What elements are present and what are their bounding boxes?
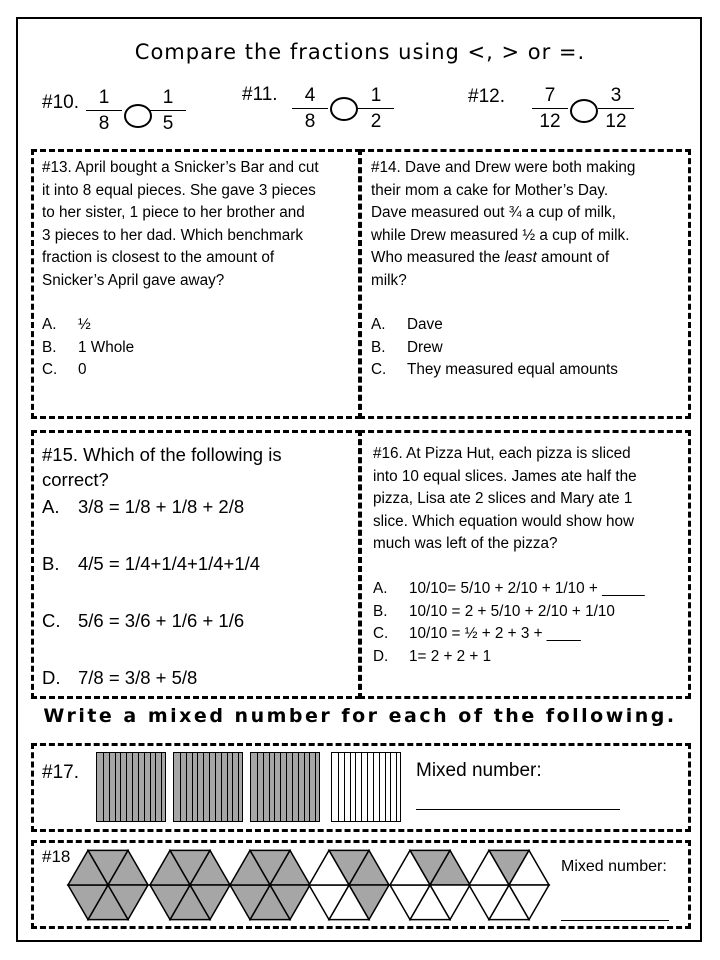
text-line: #16. At Pizza Hut, each pizza is sliced [373,445,631,462]
question-14-options [371,314,618,382]
hexagon [469,850,549,919]
mixed-number-label: Mixed number: [416,760,542,781]
denominator: 2 [370,111,382,132]
hexagon [150,850,230,919]
question-number: #17. [42,762,79,783]
question-number: #12. [468,86,505,107]
text-line: much was left of the pizza? [373,535,558,552]
option-b[interactable]: B. 4/5 = 1/4+1/4+1/4+1/4 [42,553,261,574]
emphasis: least [504,249,537,266]
question-15-text [42,442,282,492]
right-fraction [148,86,188,135]
answer-line[interactable] [561,920,669,921]
answer-circle[interactable] [570,99,598,123]
text-line: their mom a cake for Mother’s Day. [371,181,609,199]
text-line: to her sister, 1 piece to her brother and [42,204,305,221]
answer-circle[interactable] [330,97,358,121]
question-16-text [373,443,637,556]
text-line: pizza, Lisa ate 2 slices and Mary ate 1 [373,490,633,507]
hexagon [390,850,470,919]
right-fraction [596,84,636,133]
denominator: 8 [304,111,316,132]
question-13-options [42,314,134,382]
option-c[interactable]: C. 10/10 = ½ + 2 + 3 + ____ [373,625,581,642]
text-line: #15. Which of the following is [42,444,282,465]
text-line: #13. April bought a Snicker’s Bar and cut [42,159,319,176]
left-fraction [290,84,330,133]
fraction-bar [250,752,320,822]
option-a[interactable]: A. Dave [371,316,443,333]
denominator: 8 [98,113,110,134]
option-c[interactable]: C. They measured equal amounts [371,361,618,378]
question-number: #10. [42,92,79,113]
text-line: Snicker’s April gave away? [42,271,225,289]
text-line: into 10 equal slices. James ate half the [373,467,637,485]
option-d[interactable]: D. 7/8 = 3/8 + 5/8 [42,667,198,688]
numerator: 1 [162,87,174,108]
hexagon [68,850,148,919]
hexagon [230,850,310,919]
option-a[interactable]: A. 10/10= 5/10 + 2/10 + 1/10 + _____ [373,580,645,597]
option-d[interactable]: D. 1= 2 + 2 + 1 [373,647,492,665]
text-line: #14. Dave and Drew were both making [371,159,636,176]
question-number: #11. [242,84,278,105]
denominator: 5 [162,113,174,134]
option-c[interactable]: C. 5/6 = 3/6 + 1/6 + 1/6 [42,610,245,631]
question-15-options [42,495,260,723]
mixed-number-label: Mixed number: [561,858,667,875]
numerator: 3 [610,85,622,106]
text-line: 3 pieces to her dad. Which benchmark [42,226,304,244]
text-line: it into 8 equal pieces. She gave 3 pieces [42,181,316,199]
text-line: Who measured the least amount of [371,249,610,266]
text-line: milk? [371,271,407,289]
numerator: 1 [98,87,110,108]
question-number: #18 [42,847,71,866]
numerator: 7 [544,85,556,106]
option-b[interactable]: B. 1 Whole [42,338,135,356]
denominator: 12 [539,111,561,132]
question-14-text [371,157,635,292]
question-13-text [42,157,319,292]
answer-line[interactable] [416,809,620,810]
left-fraction [530,84,570,133]
text-line: while Drew measured ½ a cup of milk. [371,226,630,244]
page-title: Compare the fractions using <, > or =. [134,40,586,64]
numerator: 1 [370,85,382,106]
text-line: correct? [42,469,109,490]
text-line: Dave measured out ¾ a cup of milk, [371,204,616,221]
option-b[interactable]: B. 10/10 = 2 + 5/10 + 2/10 + 1/10 [373,602,615,620]
option-c[interactable]: C. 0 [42,361,87,378]
section-title: Write a mixed number for each of the following. [43,705,677,727]
option-a[interactable]: A. ½ [42,316,91,333]
option-b[interactable]: B. Drew [371,338,443,356]
left-fraction [84,86,124,135]
text-line: fraction is closest to the amount of [42,249,275,266]
fraction-bar [331,752,401,822]
option-a[interactable]: A. 3/8 = 1/8 + 1/8 + 2/8 [42,496,245,517]
right-fraction [356,84,396,133]
question-16-options [373,578,645,668]
denominator: 12 [605,111,627,132]
numerator: 4 [304,85,316,106]
text-line: slice. Which equation would show how [373,512,635,530]
fraction-bar [173,752,243,822]
fraction-bar [96,752,166,822]
hexagon [309,850,389,919]
